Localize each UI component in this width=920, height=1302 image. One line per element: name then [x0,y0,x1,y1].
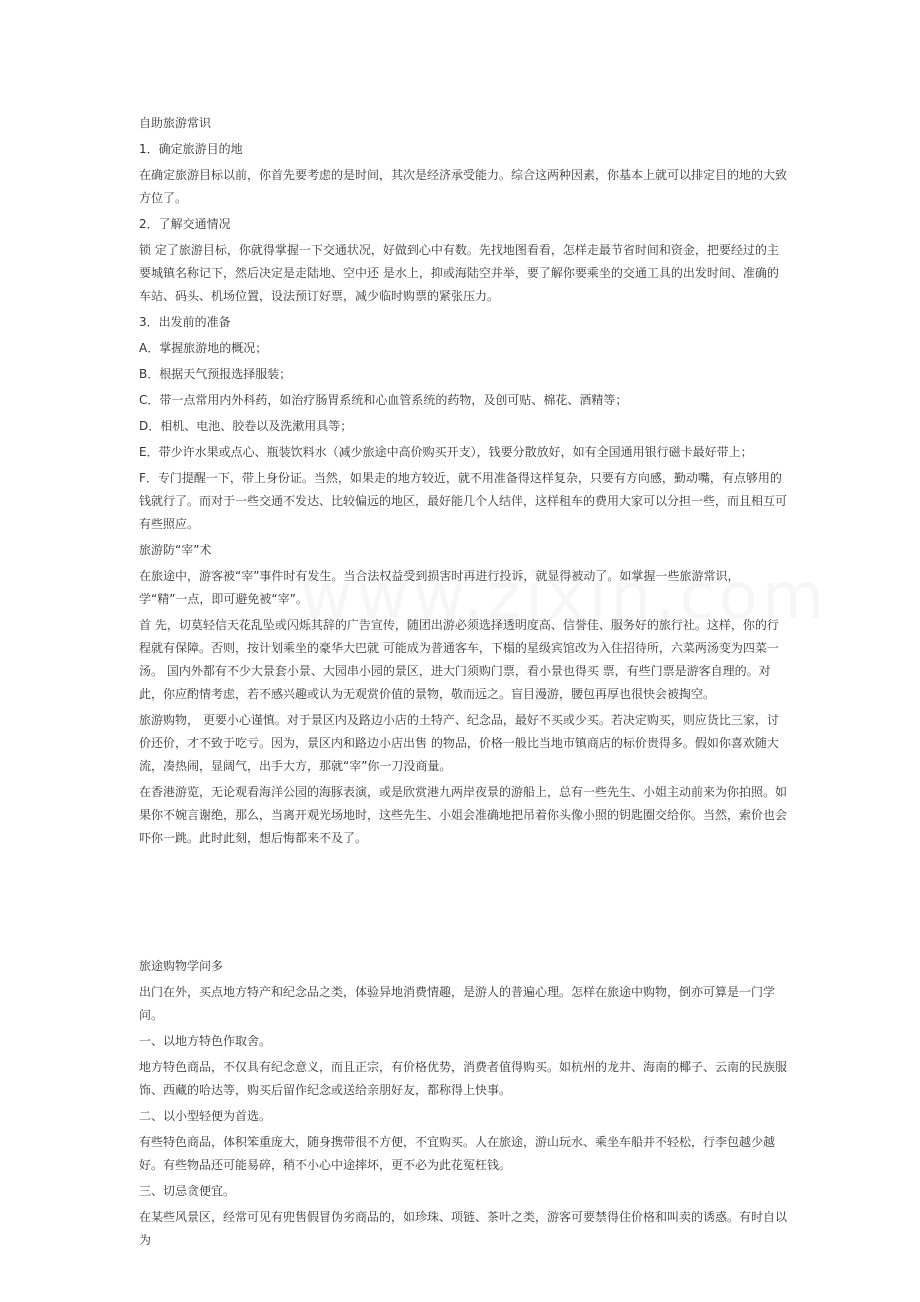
section-title-shopping: 旅途购物学问多 [139,959,224,973]
paragraph: 旅游购物， 更要小心谨慎。对于景区内及路边小店的土特产、纪念品，最好不买或少买。若决定购买，则应货比三家，讨价还价，才不致于吃亏。因为，景区内和路边小店出售 的物品，价格一般比当地市镇商店的标价贵得多。假如你喜欢随大流，凑热闹，显阔气，出手大方，那就“宰”你一刀没商量。 [139,713,779,773]
paragraph: 在确定旅游目标以前，你首先要考虑的是时间，其次是经济承受能力。综合这两种因素，你基本上就可以排定目的地的大致方位了。 [139,168,788,205]
list-item: F．专门提醒一下，带上身份证。当然，如果走的地方较近，就不用准备得这样复杂，只要有方向感，勤动嘴，有点够用的钱就行了。而对于一些交通不发达、比较偏远的地区，最好能几个人结伴，这样租车的费用大家可以分担一些，而且相互可有些照应。 [139,471,788,531]
section-title-anti-scam: 旅游防“宰”术 [139,543,212,557]
document-page [139,112,787,1255]
paragraph: 在香港游览，无论观看海洋公园的海豚表演，或是欣赏港九两岸夜景的游船上，总有一些先生、小姐主动前来为你拍照。如果你不婉言谢绝，那么，当离开观光场地时，这些先生、小姐会准确地把吊着你头像小照的钥匙圈交给你。当然，索价也会吓你一跳。此时此刻，想后悔都来不及了。 [139,785,788,845]
heading-preparation: 3．出发前的准备 [139,315,231,329]
list-item: C．带一点常用内外科药，如治疗肠胃系统和心血管系统的药物，及创可贴、棉花、酒精等； [139,393,628,407]
paragraph: 在某些风景区，经常可见有兜售假冒伪劣商品的，如珍珠、项链、茶叶之类，游客可要禁得住价格和叫卖的诱惑。有时自以为 [139,1210,788,1247]
list-item: A．掌握旅游地的概况； [139,341,268,355]
paragraph: 有些特色商品，体积笨重庞大，随身携带很不方便，不宜购买。人在旅途，游山玩水、乘坐车船并不轻松，行李包越少越好。有些物品还可能易碎，稍不小心中途摔坏，更不必为此花冤枉钱。 [139,1135,776,1172]
list-item: B．根据天气预报选择服装； [139,367,292,381]
paragraph: 首 先，切莫轻信天花乱坠或闪烁其辞的广告宣传，随团出游必须选择透明度高、信誉佳、服务好的旅行社。这样，你的行程就有保障。否则，按计划乘坐的豪华大巴就 可能成为普通客车，下榻的星级宾馆改为入住招待所，六菜两汤变为四菜一汤。 国内外都有不少大景套小景、大园串小园的景区，进大门须购门票，看小景也得买 票，有些门票是游客自理的。对此，你应酌情考虑，若不感兴趣或认为无观赏价值的景物，敬而远之。盲目漫游，腰包再厚也很快会被掏空。 [139,618,779,701]
list-item: E．带少许水果或点心、瓶装饮料水（减少旅途中高价购买开支），钱要分散放好，如有全国通用银行磁卡最好带上； [139,445,753,459]
section-title-self-guided-tour: 自助旅游常识 [139,116,212,130]
list-item: D．相机、电池、胶卷以及洗漱用具等； [139,419,353,433]
subheading: 二、以小型轻便为首选。 [139,1109,272,1123]
heading-destination: 1．确定旅游目的地 [139,142,243,156]
heading-transport: 2．了解交通情况 [139,217,231,231]
subheading: 一、以地方特色作取舍。 [139,1034,272,1048]
paragraph: 地方特色商品，不仅具有纪念意义，而且正宗，有价格优势，消费者值得购买。如杭州的龙井、海南的椰子、云南的民族服饰、西藏的哈达等，购买后留作纪念或送给亲朋好友，都称得上快事。 [139,1060,788,1097]
paragraph: 在旅途中，游客被“宰”事件时有发生。当合法权益受到损害时再进行投诉，就显得被动了。如掌握一些旅游常识，学“精”一点，即可避免被“宰”。 [139,569,740,606]
paragraph: 锁 定了旅游目标，你就得掌握一下交通状况，好做到心中有数。先找地图看看，怎样走最节省时间和资金，把要经过的主要城镇名称记下，然后决定是走陆地、空中还 是水上，抑或海陆空并举，要了解你要乘坐的交通工具的出发时间、准确的车站、码头、机场位置，设法预订好票，减少临时购票的紧张压力。 [139,243,779,303]
paragraph: 出门在外，买点地方特产和纪念品之类，体验异地消费情趣，是游人的普遍心理。怎样在旅途中购物，倒亦可算是一门学问。 [139,985,776,1022]
subheading: 三、切忌贪便宜。 [139,1184,236,1198]
spacer [139,853,787,955]
